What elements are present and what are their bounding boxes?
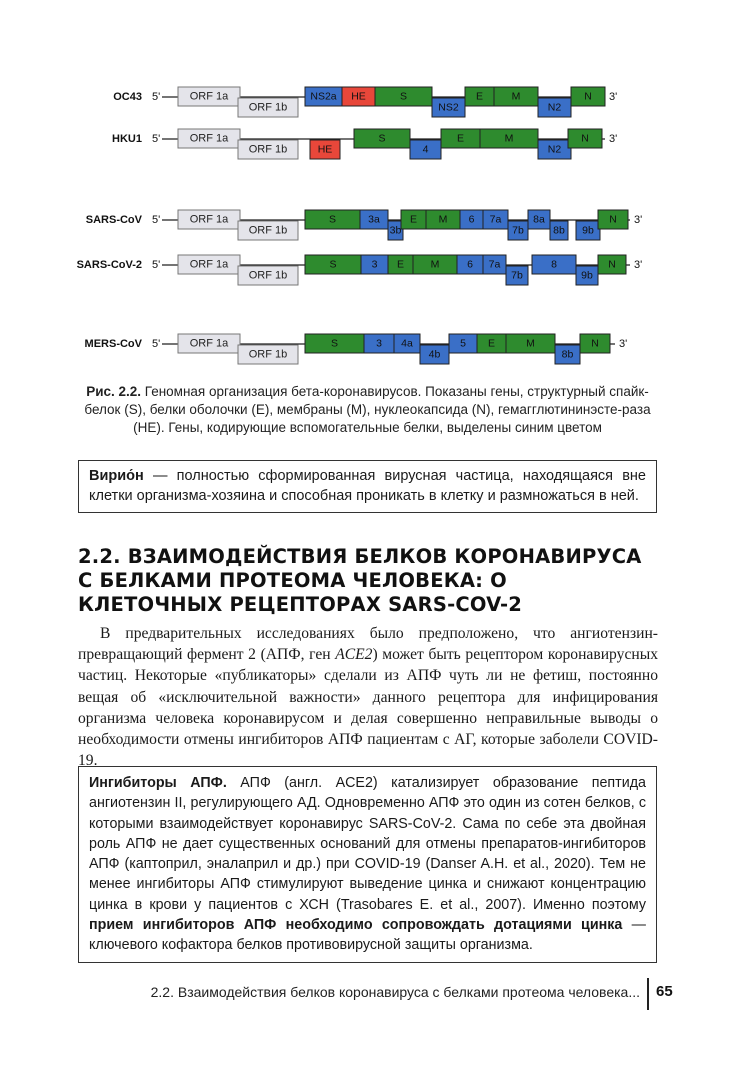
running-title: 2.2. Взаимодействия белков коронавируса с белками протеома человека... [150,984,640,1000]
genome-name-label: SARS-CoV-2 [76,259,142,271]
gene-label: E [487,337,496,350]
inhibitors-text-1: АПФ (англ. ACE2) катализирует образование пептида ангиотензин II, регулирующего АД. Одновременно АПФ это один из сотен белков, с которыми взаимодействует коронавирус SARS-CoV-2. Сама по себе эта двойная роль АПФ не дает существенных оснований для отмены препаратов-ингибиторов АПФ (каптоприл, эналаприл и др.) при COVID-19 (Danser A.H. et al., 2020). Тем не менее ингибиторы АПФ стимулируют выведение цинка и снижают концентрацию цинка в крови у пациентов с ХСН (Trasobares E. et al., 2007). Именно поэтому [89,775,646,913]
genome-diagram [0,0,737,380]
inhibitors-text-2: — ключевого кофактора белков противовирусной защиты организма. [89,917,646,954]
gene-label: 7a [488,258,501,271]
genome-name-label: OC43 [113,91,142,103]
gene-label: 6 [467,258,473,271]
three-prime-label: 3' [634,214,643,226]
caption-label: Рис. 2.2. [86,384,142,399]
gene-label: HE [317,143,333,156]
orf1b-label: ORF 1b [248,224,288,237]
gene-label: S [399,90,408,103]
virion-term: Вирио́н [89,468,144,484]
gene-label: M [430,258,440,271]
gene-label: M [504,132,514,145]
five-prime-label: 5' [152,214,161,226]
gene-label: M [438,213,448,226]
gene-label: 3a [368,213,380,226]
gene-label: N [609,213,617,226]
orf1a-label: ORF 1a [189,258,229,271]
virion-text: — полностью сформированная вирусная частица, находящаяся вне клетки организма-хозяина и способная проникать в клетку и размножаться в ней. [89,468,646,504]
figure-caption [80,383,655,437]
three-prime-label: 3' [619,338,628,350]
gene-label: 4a [401,337,413,350]
gene-label: S [330,337,339,350]
gene-label: 8b [561,348,574,361]
gene-label: S [329,258,337,271]
orf1a-label: ORF 1a [189,90,229,103]
five-prime-label: 5' [152,133,161,145]
genome-figure [0,0,737,380]
gene-label: 7a [489,213,502,226]
gene-label: E [475,90,484,103]
paragraph-part-1: В предварительных исследованиях было предположено, что ангиотензин-превращающий фермент 2 (АПФ, ген [78,625,658,664]
inhibitors-box [78,766,657,963]
gene-label: NS2a [310,90,337,103]
gene-label: N [581,132,589,145]
orf1b-label: ORF 1b [248,101,288,114]
gene-label: 5 [460,337,466,350]
gene-label: 8a [533,213,545,226]
inhibitors-bold-text: прием ингибиторов АПФ необходимо сопровождать дотациями цинка [89,917,623,934]
gene-label: N [591,337,599,350]
genome-name-label: HKU1 [112,133,142,145]
orf1b-label: ORF 1b [248,348,288,361]
paragraph-part-2: ) может быть рецептором коронавирусных частиц. Некоторые «публикаторы» сделали из АПФ чуть ли не фетиш, постоянно вещая об «исключительной важности» данного рецептора для инфицирования организма человека коронавирусом и делая совершенно неправильные выводы о необходимости отмены ингибиторов АПФ пациентам с АГ, которые заболели COVID-19. [78,646,658,770]
footer-divider [647,978,649,1010]
gene-label: S [378,132,386,145]
orf1a-label: ORF 1a [189,132,229,145]
gene-label: E [396,258,405,271]
page-number: 65 [656,983,673,1000]
gene-label: NS2 [438,101,459,114]
gene-label: 3b [389,224,402,237]
gene-label: 9b [582,224,594,237]
gene-label: N [584,90,592,103]
section-heading: 2.2. ВЗАИМОДЕЙСТВИЯ БЕЛКОВ КОРОНАВИРУСА С БЕЛКАМИ ПРОТЕОМА ЧЕЛОВЕКА: О КЛЕТОЧНЫХ РЕЦЕПТОРАХ SARS-COV-2 [78,545,642,616]
gene-label: 7b [511,269,523,282]
gene-label: M [526,337,535,350]
orf1b-label: ORF 1b [248,269,288,282]
caption-text: Геномная организация бета-коронавирусов. Показаны гены, структурный спайк-белок (S), белки оболочки (E), мембраны (M), нуклеокапсида (N), гемагглютининэсте-раза (HE). Гены, кодирующие вспомогательные белки, выделены синим цветом [84,384,651,435]
genome-name-label: SARS-CoV [85,214,142,226]
gene-label: M [511,90,521,103]
five-prime-label: 5' [152,259,161,271]
gene-label: N2 [547,101,562,114]
genome-name-label: MERS-CoV [84,338,142,350]
gene-name: ACE2 [335,646,373,664]
gene-label: 3 [376,337,382,350]
orf1a-label: ORF 1a [189,337,229,350]
body-paragraph [78,623,658,771]
gene-label: N [608,258,616,271]
five-prime-label: 5' [152,91,161,103]
orf1a-label: ORF 1a [189,213,229,226]
inhibitors-term: Ингибиторы АПФ. [89,775,227,791]
gene-label: 7b [512,224,524,237]
virion-definition-box [78,460,657,513]
gene-label: 4 [422,143,429,156]
page-footer [0,978,737,1008]
gene-label: HE [351,90,366,103]
gene-label: 9b [581,269,593,282]
orf1b-label: ORF 1b [248,143,288,156]
gene-label: 8b [553,224,565,237]
gene-label: E [456,132,465,145]
five-prime-label: 5' [152,338,161,350]
three-prime-label: 3' [634,259,643,271]
three-prime-label: 3' [609,133,618,145]
gene-label: N2 [547,143,562,156]
gene-label: E [409,213,418,226]
gene-label: 3 [371,258,378,271]
gene-label: 4b [428,348,441,361]
gene-label: 6 [468,213,475,226]
gene-label: 8 [551,258,557,271]
three-prime-label: 3' [609,91,618,103]
gene-label: S [328,213,337,226]
